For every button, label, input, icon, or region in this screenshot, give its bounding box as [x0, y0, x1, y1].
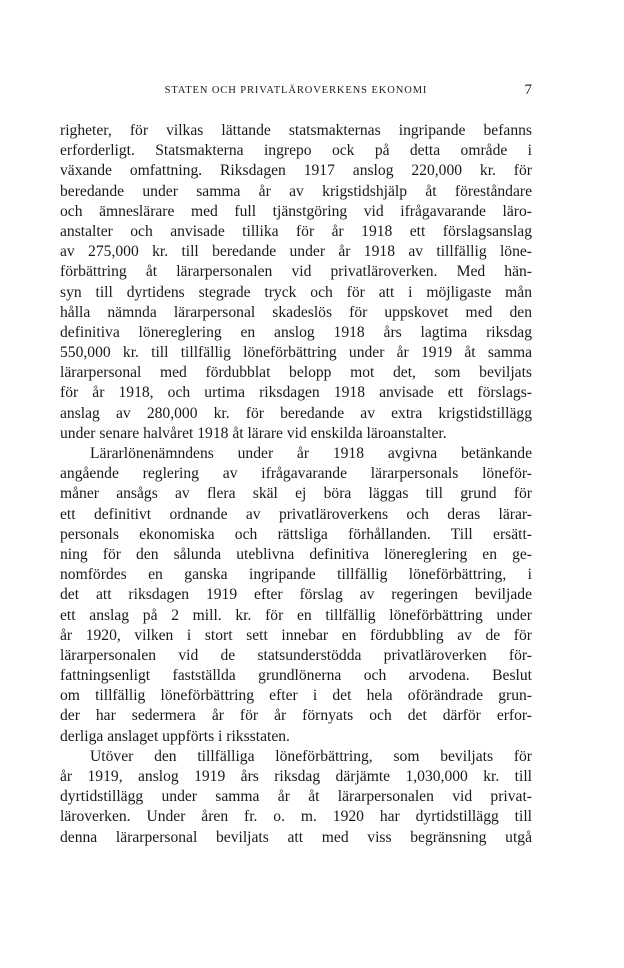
text-line: av 275,000 kr. till beredande under år 1918 av tillfällig löne-	[60, 243, 532, 261]
body-text	[60, 121, 532, 848]
text-line: der har sedermera år för år förnyats och det därför erfor-	[60, 707, 532, 725]
text-line: hålla nämnda lärarpersonal skadeslös för uppskovet med den	[60, 303, 532, 321]
paragraph-2	[60, 444, 532, 747]
text-line: ett anslag på 2 mill. kr. för en tillfällig löneförbättring under	[60, 606, 532, 624]
page-number: 7	[524, 82, 532, 98]
paragraph-1	[60, 121, 532, 444]
text-line: Lärarlönenämndens under år 1918 avgivna betänkande	[90, 445, 532, 462]
text-line: denna lärarpersonal beviljats att med viss begränsning utgå	[60, 828, 532, 846]
text-line: Utöver den tillfälliga löneförbättring, som beviljats för	[90, 747, 532, 765]
text-line: anslag av 280,000 kr. för beredande av extra krigstidstillägg	[60, 404, 532, 422]
text-line: angående reglering av ifrågavarande lärarpersonals löneför-	[60, 465, 532, 483]
text-line: lärarpersonalen vid de statsunderstödda privatläroverken för-	[60, 646, 532, 664]
text-line: beredande under samma år av krigstidshjälp åt föreståndare	[60, 182, 532, 200]
text-line: nomfördes en ganska ingripande tillfällig löneförbättring, i	[60, 566, 532, 584]
text-line: förbättring åt lärarpersonalen vid privatläroverken. Med hän-	[60, 263, 532, 281]
text-line: läroverken. Under åren fr. o. m. 1920 har dyrtidstillägg till	[60, 808, 532, 826]
text-line: righeter, för vilkas lättande statsmakternas ingripande befanns	[60, 122, 532, 139]
text-line: måner ansågs av flera skäl ej böra läggas till grund för	[60, 485, 532, 503]
text-line: för år 1918, och urtima riksdagen 1918 anvisade ett förslags-	[60, 384, 532, 402]
text-line: fattningsenligt fastställda grundlönerna och arvodena. Beslut	[60, 667, 532, 685]
text-line: om tillfällig löneförbättring efter i det hela oförändrade grun-	[60, 687, 532, 705]
text-line: år 1919, anslog 1919 års riksdag därjämte 1,030,000 kr. till	[60, 768, 532, 785]
page-header	[60, 82, 532, 104]
text-line: personals ekonomiska och rättsliga förhållanden. Till ersätt-	[60, 525, 532, 543]
text-line: erforderligt. Statsmakterna ingrepo ock på detta område i	[60, 142, 532, 160]
text-line: lärarpersonal med fördubblat belopp mot det, som beviljats	[60, 364, 532, 382]
text-line: dyrtidstillägg under samma år åt lärarpersonalen vid privat-	[60, 788, 532, 806]
text-line: under senare halvåret 1918 åt lärare vid enskilda läroanstalter.	[60, 424, 447, 442]
text-line: år 1920, vilken i stort sett innebar en fördubbling av de för	[60, 626, 532, 644]
running-head: STATEN OCH PRIVATLÄROVERKENS EKONOMI	[164, 85, 428, 96]
text-line: det att riksdagen 1919 efter förslag av regeringen beviljade	[60, 586, 532, 604]
text-line: derliga anslaget uppförts i riksstaten.	[60, 727, 290, 745]
text-line: syn till dyrtidens stegrade tryck och för att i möjligaste mån	[60, 283, 532, 301]
text-line: anstalter och anvisade tillika för år 1918 ett förslagsanslag	[60, 222, 532, 240]
text-line: och ämneslärare med full tjänstgöring vid ifrågavarande läro-	[60, 202, 532, 220]
text-line: 550,000 kr. till tillfällig löneförbättring under år 1919 åt samma	[60, 344, 532, 362]
text-line: ning för den sålunda uteblivna definitiva lönereglering en ge-	[60, 545, 532, 563]
text-line: växande omfattning. Riksdagen 1917 anslog 220,000 kr. för	[60, 162, 532, 180]
text-line: ett definitivt ordnande av privatläroverkens och deras lärar-	[60, 505, 532, 523]
text-line: definitiva lönereglering en anslog 1918 års lagtima riksdag	[60, 323, 532, 341]
paragraph-3	[60, 747, 532, 848]
